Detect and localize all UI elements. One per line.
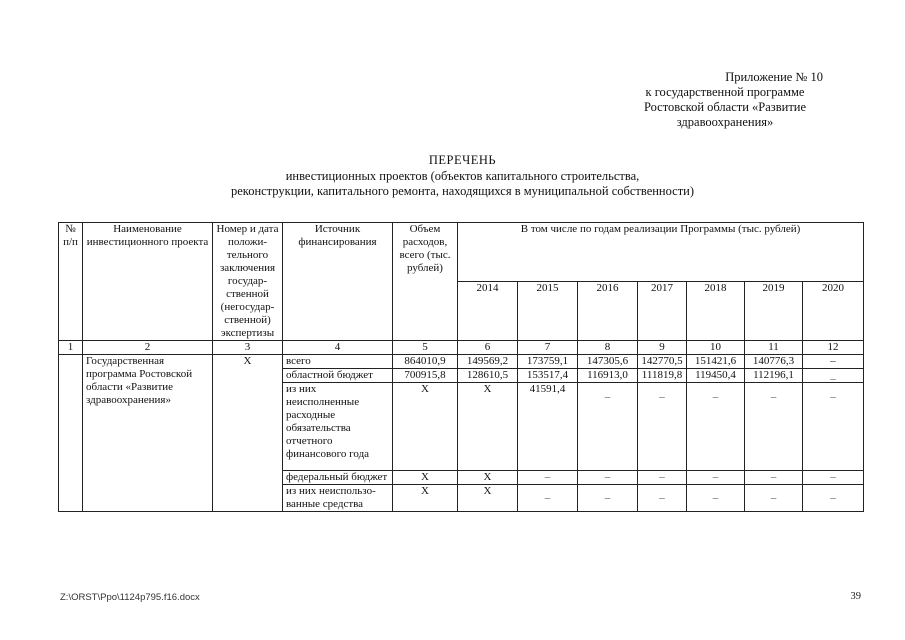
column-number: 12 bbox=[803, 341, 864, 355]
header-year: 2019 bbox=[745, 282, 803, 341]
value-cell: Х bbox=[458, 383, 518, 471]
value-cell: Х bbox=[458, 471, 518, 485]
header-row bbox=[59, 223, 864, 282]
project-name-cell: Государственная программа Ростовской области «Развитие здравоохранения» bbox=[83, 355, 213, 512]
header-years-group: В том числе по годам реализации Программы (тыс. рублей) bbox=[458, 223, 864, 282]
value-cell: Х bbox=[393, 485, 458, 512]
value-cell: – bbox=[803, 485, 864, 512]
value-cell: – bbox=[745, 485, 803, 512]
value-cell: – bbox=[578, 485, 638, 512]
value-cell: – bbox=[745, 471, 803, 485]
value-cell: 700915,8 bbox=[393, 369, 458, 383]
file-path: Z:\ORST\Ppo\1124p795.f16.docx bbox=[60, 592, 200, 603]
value-cell: 128610,5 bbox=[458, 369, 518, 383]
header-year: 2014 bbox=[458, 282, 518, 341]
document-subtitle: инвестиционных проектов (объектов капитального строительства, bbox=[285, 169, 640, 183]
value-cell: – bbox=[638, 471, 687, 485]
value-cell: _ bbox=[638, 383, 687, 471]
value-cell: 149569,2 bbox=[458, 355, 518, 369]
value-cell: – bbox=[518, 471, 578, 485]
value-cell: _ bbox=[803, 369, 864, 383]
investment-projects-table bbox=[58, 222, 864, 512]
value-cell: 864010,9 bbox=[393, 355, 458, 369]
document-subtitle: реконструкции, капитального ремонта, находящихся в муниципальной собственности) bbox=[230, 184, 695, 198]
value-cell: 41591,4 bbox=[518, 383, 578, 471]
header-project-name: Наименование инвестиционного проекта bbox=[83, 223, 213, 341]
value-cell: _ bbox=[745, 383, 803, 471]
value-cell: – bbox=[803, 471, 864, 485]
value-cell: 119450,4 bbox=[687, 369, 745, 383]
value-cell: 147305,6 bbox=[578, 355, 638, 369]
column-number: 7 bbox=[518, 341, 578, 355]
value-cell: 153517,4 bbox=[518, 369, 578, 383]
column-number: 9 bbox=[638, 341, 687, 355]
source-cell: всего bbox=[283, 355, 393, 369]
column-number: 6 bbox=[458, 341, 518, 355]
header-year: 2015 bbox=[518, 282, 578, 341]
header-year: 2016 bbox=[578, 282, 638, 341]
value-cell: 116913,0 bbox=[578, 369, 638, 383]
value-cell: Х bbox=[393, 471, 458, 485]
source-cell: областной бюджет bbox=[283, 369, 393, 383]
expertise-cell: Х bbox=[213, 355, 283, 512]
value-cell: _ bbox=[803, 383, 864, 471]
value-cell: Х bbox=[393, 383, 458, 471]
column-number: 1 bbox=[59, 341, 83, 355]
value-cell: 151421,6 bbox=[687, 355, 745, 369]
appendix-line: к государственной программе bbox=[645, 85, 805, 99]
column-number: 8 bbox=[578, 341, 638, 355]
header-total: Объем расходов, всего (тыс. рублей) bbox=[393, 223, 458, 341]
appendix-line: Ростовской области «Развитие bbox=[643, 100, 807, 114]
page-number: 39 bbox=[850, 591, 861, 602]
value-cell: – bbox=[518, 485, 578, 512]
source-cell: из них неисполненные расходные обязательства отчетного финансового года bbox=[283, 383, 393, 471]
value-cell: 173759,1 bbox=[518, 355, 578, 369]
header-number: № п/п bbox=[59, 223, 83, 341]
header-year: 2020 bbox=[803, 282, 864, 341]
value-cell: – bbox=[578, 471, 638, 485]
column-number: 10 bbox=[687, 341, 745, 355]
table-row bbox=[59, 355, 864, 369]
column-number: 11 bbox=[745, 341, 803, 355]
value-cell: Х bbox=[458, 485, 518, 512]
column-number: 5 bbox=[393, 341, 458, 355]
appendix-line: здравоохранения» bbox=[676, 115, 774, 129]
source-cell: федеральный бюджет bbox=[283, 471, 393, 485]
column-number: 4 bbox=[283, 341, 393, 355]
header-year: 2018 bbox=[687, 282, 745, 341]
column-number: 2 bbox=[83, 341, 213, 355]
value-cell: – bbox=[638, 485, 687, 512]
value-cell: 140776,3 bbox=[745, 355, 803, 369]
column-number-row bbox=[59, 341, 864, 355]
value-cell: 112196,1 bbox=[745, 369, 803, 383]
appendix-block bbox=[605, 70, 845, 130]
value-cell: – bbox=[687, 471, 745, 485]
value-cell: _ bbox=[687, 383, 745, 471]
value-cell: 142770,5 bbox=[638, 355, 687, 369]
header-source: Источник финансирования bbox=[283, 223, 393, 341]
column-number: 3 bbox=[213, 341, 283, 355]
document-heading bbox=[60, 153, 865, 199]
value-cell: – bbox=[687, 485, 745, 512]
value-cell: 111819,8 bbox=[638, 369, 687, 383]
header-expertise: Номер и дата положи-тельного заключения государ-ственной (негосудар-ственной) экспертизы bbox=[213, 223, 283, 341]
value-cell: _ bbox=[578, 383, 638, 471]
value-cell: – bbox=[803, 355, 864, 369]
appendix-line: Приложение № 10 bbox=[725, 70, 823, 84]
header-year: 2017 bbox=[638, 282, 687, 341]
row-number-cell bbox=[59, 355, 83, 512]
source-cell: из них неиспользо-ванные средства bbox=[283, 485, 393, 512]
document-title: ПЕРЕЧЕНЬ bbox=[428, 153, 497, 167]
